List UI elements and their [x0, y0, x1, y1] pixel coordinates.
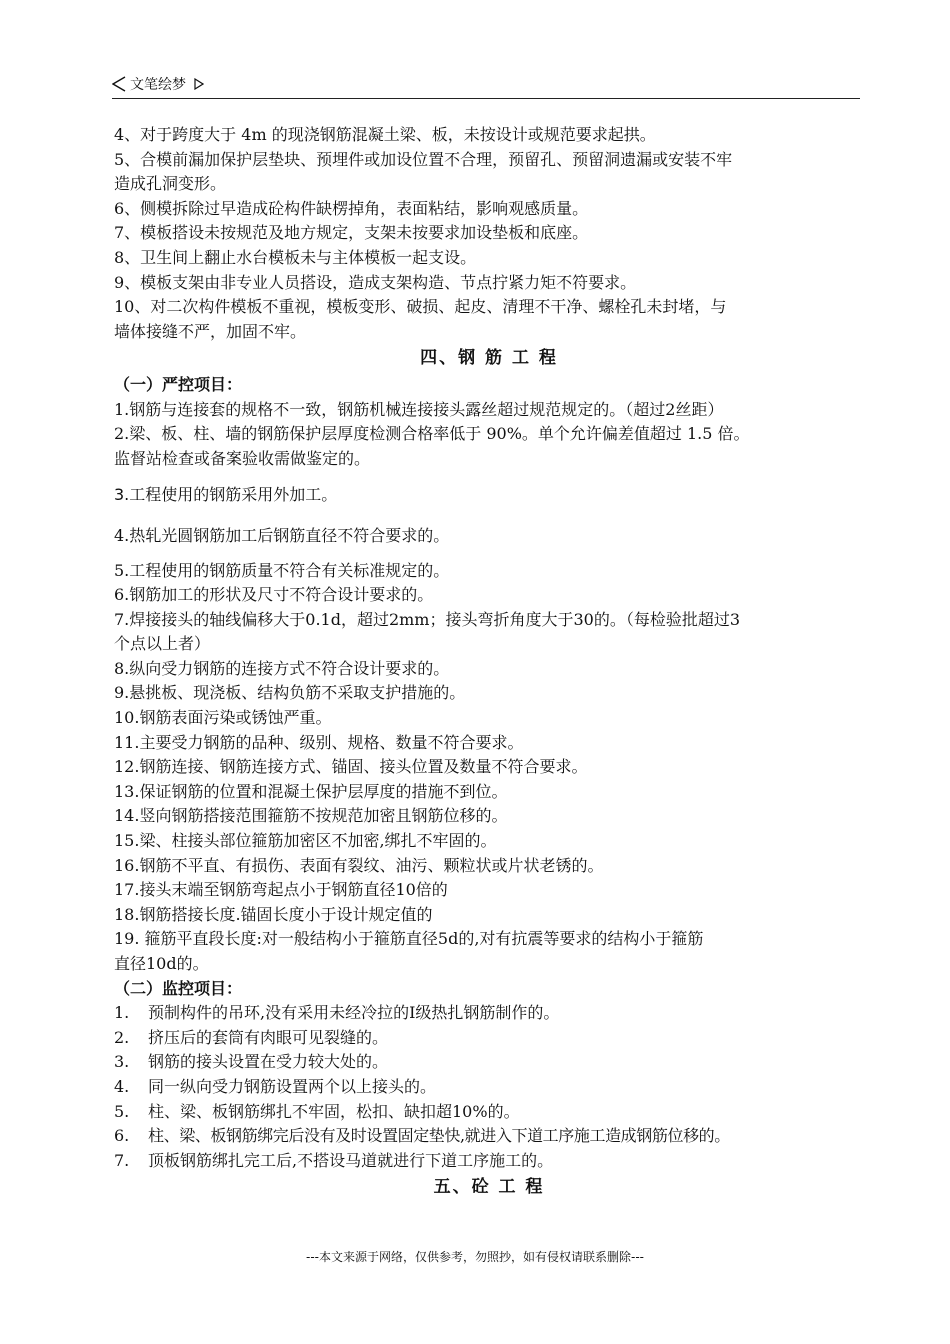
- text-line: 5.工程使用的钢筋质量不符合有关标准规定的。: [114, 560, 450, 580]
- list-number: 4.: [114, 1076, 130, 1096]
- text-line: 9、模板支架由非专业人员搭设，造成支架构造、节点拧紧力矩不符要求。: [114, 272, 637, 292]
- text-line: 4.热轧光圆钢筋加工后钢筋直径不符合要求的。: [114, 525, 450, 545]
- text-line: 12.钢筋连接、钢筋连接方式、锚固、接头位置及数量不符合要求。: [114, 757, 588, 777]
- list-text: 柱、梁、板钢筋绑完后没有及时设置固定垫快,就进入下道工序施工造成钢筋位移的。: [148, 1126, 730, 1146]
- text-line: 监督站检查或备案验收需做鉴定的。: [114, 448, 371, 468]
- text-line: 16.钢筋不平直、有损伤、表面有裂纹、油污、颗粒状或片状老锈的。: [114, 855, 604, 875]
- text-line: 5、合模前漏加保护层垫块、预埋件或加设位置不合理，预留孔、预留洞遗漏或安装不牢: [114, 149, 733, 169]
- list-item: [114, 1075, 864, 1100]
- text-line: 14.竖向钢筋搭接范围箍筋不按规范加密且钢筋位移的。: [114, 806, 508, 826]
- brand-name: 文笔绘梦: [130, 77, 186, 93]
- text-line: 3.工程使用的钢筋采用外加工。: [114, 485, 338, 505]
- text-line: 17.接头末端至钢筋弯起点小于钢筋直径10倍的: [114, 880, 448, 900]
- document-body: [114, 123, 864, 1202]
- list-text: 预制构件的吊环,没有采用未经冷拉的I级热扎钢筋制作的。: [148, 1003, 560, 1023]
- text-line: 15.梁、柱接头部位箍筋加密区不加密,绑扎不牢固的。: [114, 831, 497, 851]
- text-line: 直径10d的。: [114, 954, 209, 973]
- text-line: 7、模板搭设未按规范及地方规定，支架未按要求加设垫板和底座。: [114, 223, 589, 243]
- text-line: 4、对于跨度大于 4m 的现浇钢筋混凝土梁、板，未按设计或规范要求起拱。: [114, 125, 656, 144]
- text-line: 18.钢筋搭接长度.锚固长度小于设计规定值的: [114, 904, 433, 924]
- text-line: 6.钢筋加工的形状及尺寸不符合设计要求的。: [114, 585, 434, 605]
- list-text: 柱、梁、板钢筋绑扎不牢固，松扣、缺扣超10%的。: [148, 1101, 520, 1121]
- text-line: 个点以上者）: [114, 634, 211, 654]
- list-text: 挤压后的套筒有肉眼可见裂缝的。: [148, 1027, 389, 1047]
- list-number: 6.: [114, 1126, 130, 1146]
- list-text: 钢筋的接头设置在受力较大处的。: [148, 1052, 389, 1072]
- list-text: 同一纵向受力钢筋设置两个以上接头的。: [148, 1076, 437, 1096]
- text-line: 墙体接缝不严，加固不牢。: [114, 321, 307, 341]
- list-item: [114, 1001, 864, 1026]
- strict-items-list: [114, 559, 864, 977]
- text-line: 7.焊接接头的轴线偏移大于0.1d，超过2mm；接头弯折角度大于30的。（每检验批超过3: [114, 609, 741, 629]
- list-item: [114, 1026, 864, 1051]
- text-line: 9.悬挑板、现浇板、结构负筋不采取支护措施的。: [114, 683, 466, 703]
- text-line: 13.保证钢筋的位置和混凝土保护层厚度的措施不到位。: [114, 781, 508, 801]
- list-item: [114, 1050, 864, 1075]
- section-heading-rebar: 四、钢 筋 工 程: [420, 348, 558, 369]
- text-line: 8、卫生间上翻止水台模板未与主体模板一起支设。: [114, 247, 477, 267]
- list-item: [114, 1100, 864, 1125]
- text-line: 19. 箍筋平直段长度:对一般结构小于箍筋直径5d的,对有抗震等要求的结构小于箍筋: [114, 929, 704, 949]
- text-line: 2.梁、板、柱、墙的钢筋保护层厚度检测合格率低于 90%。单个允许偏差值超过 1.5 倍。: [114, 424, 750, 444]
- text-line: 6、侧模拆除过早造成砼构件缺楞掉角，表面粘结，影响观感质量。: [114, 198, 589, 218]
- text-line: 10、对二次构件模板不重视，模板变形、破损、起皮、清理不干净、螺栓孔未封堵，与: [114, 297, 727, 317]
- monitor-items-list: [114, 1001, 864, 1173]
- list-number: 1.: [114, 1003, 130, 1023]
- text-line: 造成孔洞变形。: [114, 174, 227, 194]
- text-line: 10.钢筋表面污染或锈蚀严重。: [114, 708, 332, 728]
- brand: [112, 74, 204, 94]
- list-item: [114, 1149, 864, 1174]
- monitor-heading: （二）监控项目：: [114, 978, 243, 998]
- list-number: 3.: [114, 1052, 130, 1072]
- formwork-items: [114, 123, 864, 344]
- page-header: [112, 72, 860, 99]
- page-footer: ---本文来源于网络，仅供参考，勿照抄，如有侵权请联系删除---: [306, 1250, 644, 1264]
- list-item: [114, 1124, 864, 1149]
- right-triangle-icon: [194, 78, 204, 90]
- list-number: 7.: [114, 1150, 130, 1170]
- section-heading-concrete: 五、砼 工 程: [433, 1177, 545, 1198]
- text-line: 11.主要受力钢筋的品种、级别、规格、数量不符合要求。: [114, 732, 524, 752]
- text-line: 8.纵向受力钢筋的连接方式不符合设计要求的。: [114, 658, 450, 678]
- list-text: 顶板钢筋绑扎完工后,不搭设马道就进行下道工序施工的。: [148, 1150, 554, 1170]
- text-line: 1.钢筋与连接套的规格不一致，钢筋机械连接接头露丝超过规范规定的。（超过2丝距）: [114, 399, 724, 419]
- list-number: 2.: [114, 1027, 130, 1047]
- left-triangle-icon: [112, 76, 126, 92]
- list-number: 5.: [114, 1101, 130, 1121]
- strict-control-heading: （一）严控项目：: [114, 374, 243, 394]
